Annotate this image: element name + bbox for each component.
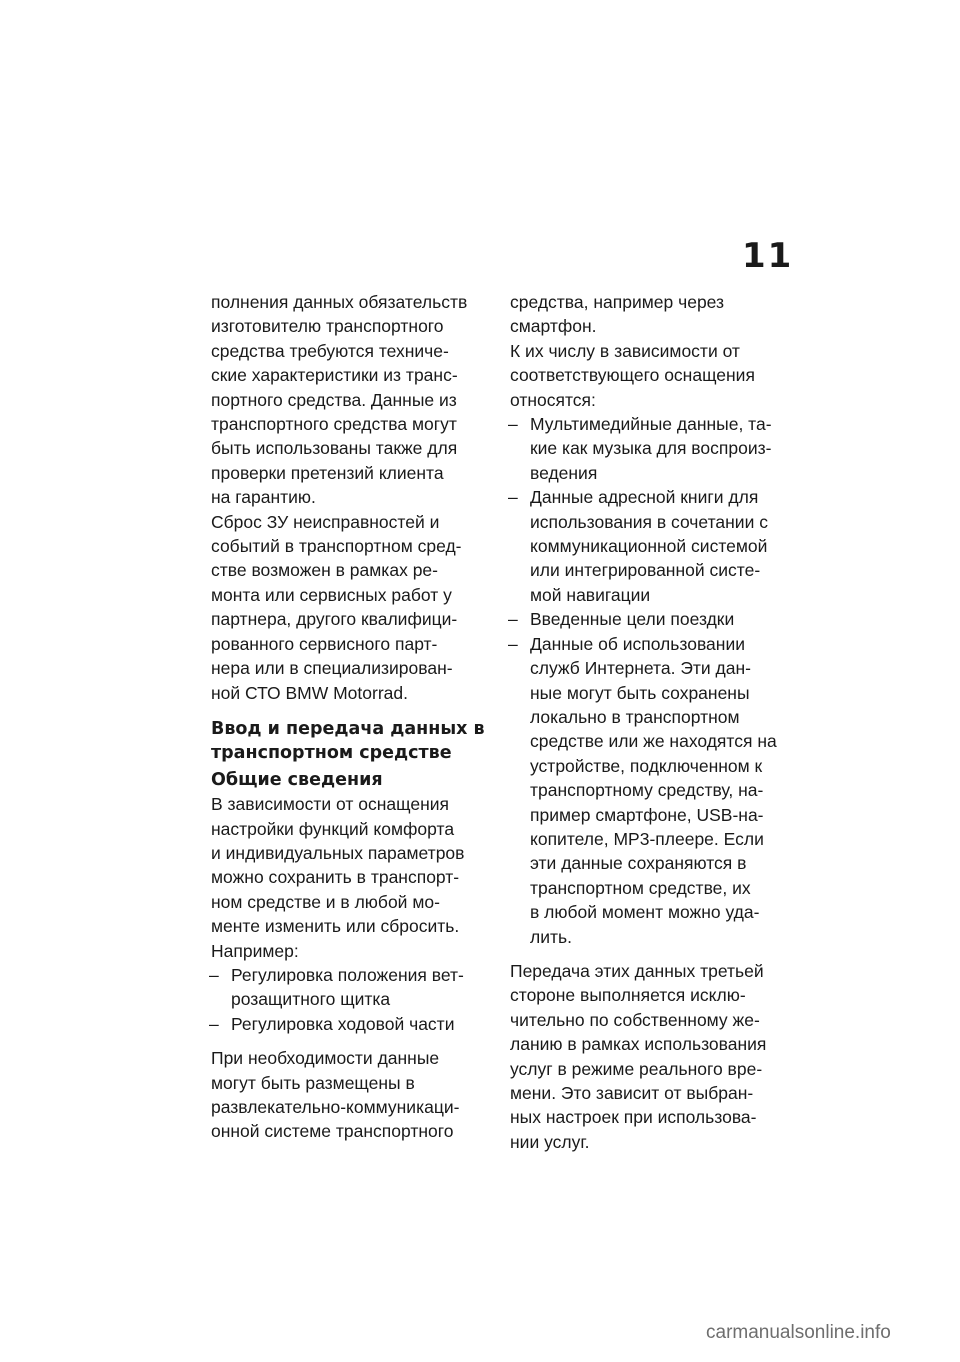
text-line: на гарантию. (211, 487, 316, 508)
text-line: ной СТО BMW Motorrad. (211, 682, 408, 703)
text-line: пример смартфоне, USB-на- (530, 804, 764, 825)
list-item (510, 632, 782, 949)
text-line: смартфон. (510, 316, 597, 337)
paragraph-obligations (211, 290, 493, 510)
text-line: служб Интернета. Эти дан- (530, 658, 751, 679)
text-line: настройки функций комфорта (211, 818, 455, 839)
text-line: Данные об использовании (530, 633, 745, 654)
text-line: развлекательно-коммуникаци- (211, 1097, 460, 1117)
text-line: транспортном средстве, их (530, 877, 751, 898)
paragraph-general (211, 792, 493, 963)
text-line: проверки претензий клиента (211, 462, 444, 483)
text-line: ланию в рамках использования (510, 1034, 767, 1055)
text-line: ных настроек при использова- (510, 1107, 757, 1128)
text-line: относятся: (510, 389, 596, 410)
text-line: Мультимедийные данные, та- (530, 414, 772, 435)
paragraph-transfer (510, 959, 782, 1154)
text-line: онной системе транспортного (211, 1121, 454, 1142)
text-line: Введенные цели поездки (530, 609, 735, 630)
heading-line: транспортном средстве (211, 743, 452, 764)
text-line: стороне выполняется исклю- (510, 985, 746, 1006)
text-line: ские характеристики из транс- (211, 365, 458, 386)
subsection-heading (211, 768, 493, 792)
paragraph-continuation (510, 290, 782, 339)
dash-bullet: – (209, 964, 219, 985)
dash-bullet: – (508, 633, 518, 654)
heading-line: Ввод и передача данных в (211, 718, 485, 739)
page-number: 11 (742, 236, 794, 276)
text-line: В зависимости от оснащения (211, 794, 450, 815)
dash-bullet: – (508, 609, 518, 630)
text-line: розащитного щитка (231, 989, 391, 1010)
dash-bullet: – (209, 1013, 219, 1034)
text-line: чительно по собственному же- (510, 1009, 760, 1030)
text-line: рованного сервисного парт- (211, 633, 438, 654)
text-line: К их числу в зависимости от (510, 340, 740, 361)
text-line: копителе, MP3-плеере. Если (530, 828, 764, 849)
paragraph-reset (211, 510, 493, 705)
text-line: стве возможен в рамках ре- (211, 560, 438, 581)
text-line: средства требуются техниче- (211, 340, 449, 361)
text-line: лить. (530, 926, 572, 947)
text-line: полнения данных обязательств (211, 292, 468, 312)
text-line: портного средства. Данные из (211, 389, 457, 410)
text-line: могут быть размещены в (211, 1072, 415, 1093)
list-item (510, 485, 782, 607)
text-line: эти данные сохраняются в (530, 853, 747, 874)
section-heading (211, 717, 493, 766)
paragraph-includes (510, 339, 782, 412)
text-line: монта или сервисных работ у (211, 584, 452, 605)
text-line: ведения (530, 462, 598, 483)
text-line: Сброс ЗУ неисправностей и (211, 511, 440, 532)
text-line: использования в сочетании с (530, 511, 768, 532)
text-line: можно сохранить в транспорт- (211, 867, 460, 888)
text-line: средстве или же находятся на (530, 731, 777, 752)
text-line: ные могут быть сохранены (530, 682, 750, 703)
text-line: или интегрированной систе- (530, 560, 761, 581)
text-line: менте изменить или сбросить. (211, 916, 460, 937)
list-item (211, 963, 493, 1012)
text-line: Передача этих данных третьей (510, 960, 764, 981)
text-line: Данные адресной книги для (530, 487, 759, 508)
watermark-link[interactable]: carmanualsonline.info (706, 1322, 891, 1343)
text-line: и индивидуальных параметров (211, 842, 465, 863)
paragraph-storage (211, 1046, 493, 1144)
text-line: транспортного средства могут (211, 414, 457, 435)
text-line: изготовителю транспортного (211, 316, 444, 337)
text-line: нера или в специализирован- (211, 658, 453, 679)
text-line: Регулировка положения вет- (231, 964, 464, 985)
text-line: быть использованы также для (211, 438, 458, 459)
text-line: локально в транспортном (530, 706, 740, 727)
left-column (211, 290, 493, 1144)
text-line: устройстве, подключенном к (530, 755, 763, 776)
text-line: мой навигации (530, 584, 651, 605)
dash-bullet: – (508, 414, 518, 435)
text-line: в любой момент можно уда- (530, 902, 760, 923)
bullet-list (510, 412, 782, 949)
text-line: соответствующего оснащения (510, 365, 755, 386)
list-item (510, 412, 782, 485)
text-line: транспортному средству, на- (530, 780, 764, 801)
bullet-list (211, 963, 493, 1036)
text-line: событий в транспортном сред- (211, 536, 462, 557)
text-line: партнера, другого квалифици- (211, 609, 458, 630)
text-line: Например: (211, 940, 299, 961)
text-line: При необходимости данные (211, 1048, 440, 1069)
heading-line: Общие сведения (211, 769, 383, 790)
text-line: кие как музыка для воспроиз- (530, 438, 772, 459)
text-line: нии услуг. (510, 1131, 590, 1152)
dash-bullet: – (508, 487, 518, 508)
text-line: мени. Это зависит от выбран- (510, 1083, 754, 1103)
text-line: средства, например через (510, 292, 725, 312)
right-column (510, 290, 782, 1154)
text-line: услуг в режиме реального вре- (510, 1058, 763, 1079)
text-line: ном средстве и в любой мо- (211, 891, 440, 912)
text-line: коммуникационной системой (530, 536, 768, 557)
list-item (510, 607, 782, 631)
list-item (211, 1012, 493, 1036)
text-line: Регулировка ходовой части (231, 1013, 455, 1034)
